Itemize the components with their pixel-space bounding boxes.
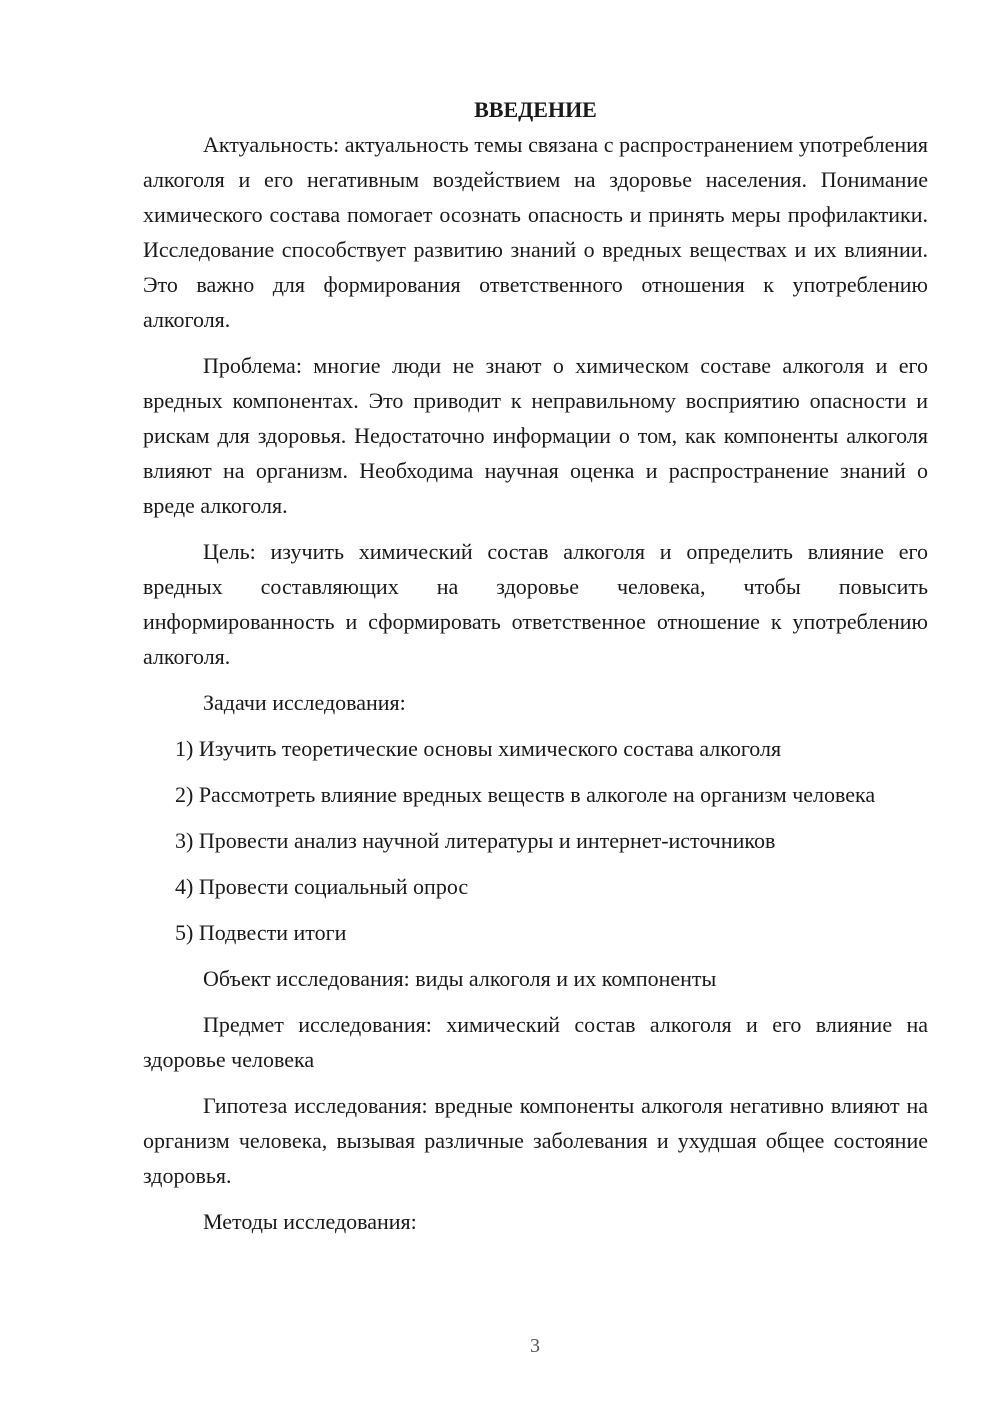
methods-title: Методы исследования: [203,1209,417,1234]
list-item: 4) Провести социальный опрос [175,874,469,899]
document-page [143,92,928,1250]
paragraph-relevance: Актуальность: актуальность темы связана с распространением употребления алкоголя и его негативным воздействием на здоровье населения. Понимание химического состава помогает осознать опасность и принять меры профилактики. Исследование способствует развитию знаний о вредных веществах и их влиянии. Это важно для формирования ответственного отношения к употреблению алкоголя. [143,132,928,332]
paragraph-goal: Цель: изучить химический состав алкоголя и определить влияние его вредных составляющих на здоровье человека, чтобы повысить информированность и сформировать ответственное отношение к употреблению алкоголя. [143,539,928,669]
page-number: 3 [530,1335,540,1357]
list-item: 2) Рассмотреть влияние вредных веществ в алкоголе на организм человека [175,782,876,807]
paragraph-object: Объект исследования: виды алкоголя и их компоненты [203,966,717,991]
paragraph-problem: Проблема: многие люди не знают о химическом составе алкоголя и его вредных компонентах. Это приводит к неправильному восприятию опасности и рискам для здоровья. Недостаточно информации о том, как компоненты алкоголя влияют на организм. Необходима научная оценка и распространение знаний о вреде алкоголя. [143,353,928,518]
section-heading: ВВЕДЕНИЕ [474,97,597,122]
tasks-title: Задачи исследования: [203,690,406,715]
list-item: 1) Изучить теоретические основы химического состава алкоголя [175,736,782,761]
list-item: 3) Провести анализ научной литературы и интернет-источников [175,828,776,853]
paragraph-subject: Предмет исследования: химический состав алкоголя и его влияние на здоровье человека [143,1012,928,1072]
list-item: 5) Подвести итоги [175,920,347,945]
tasks-list [143,731,928,950]
paragraph-hypothesis: Гипотеза исследования: вредные компоненты алкоголя негативно влияют на организм человека, вызывая различные заболевания и ухудшая общее состояние здоровья. [143,1093,928,1188]
